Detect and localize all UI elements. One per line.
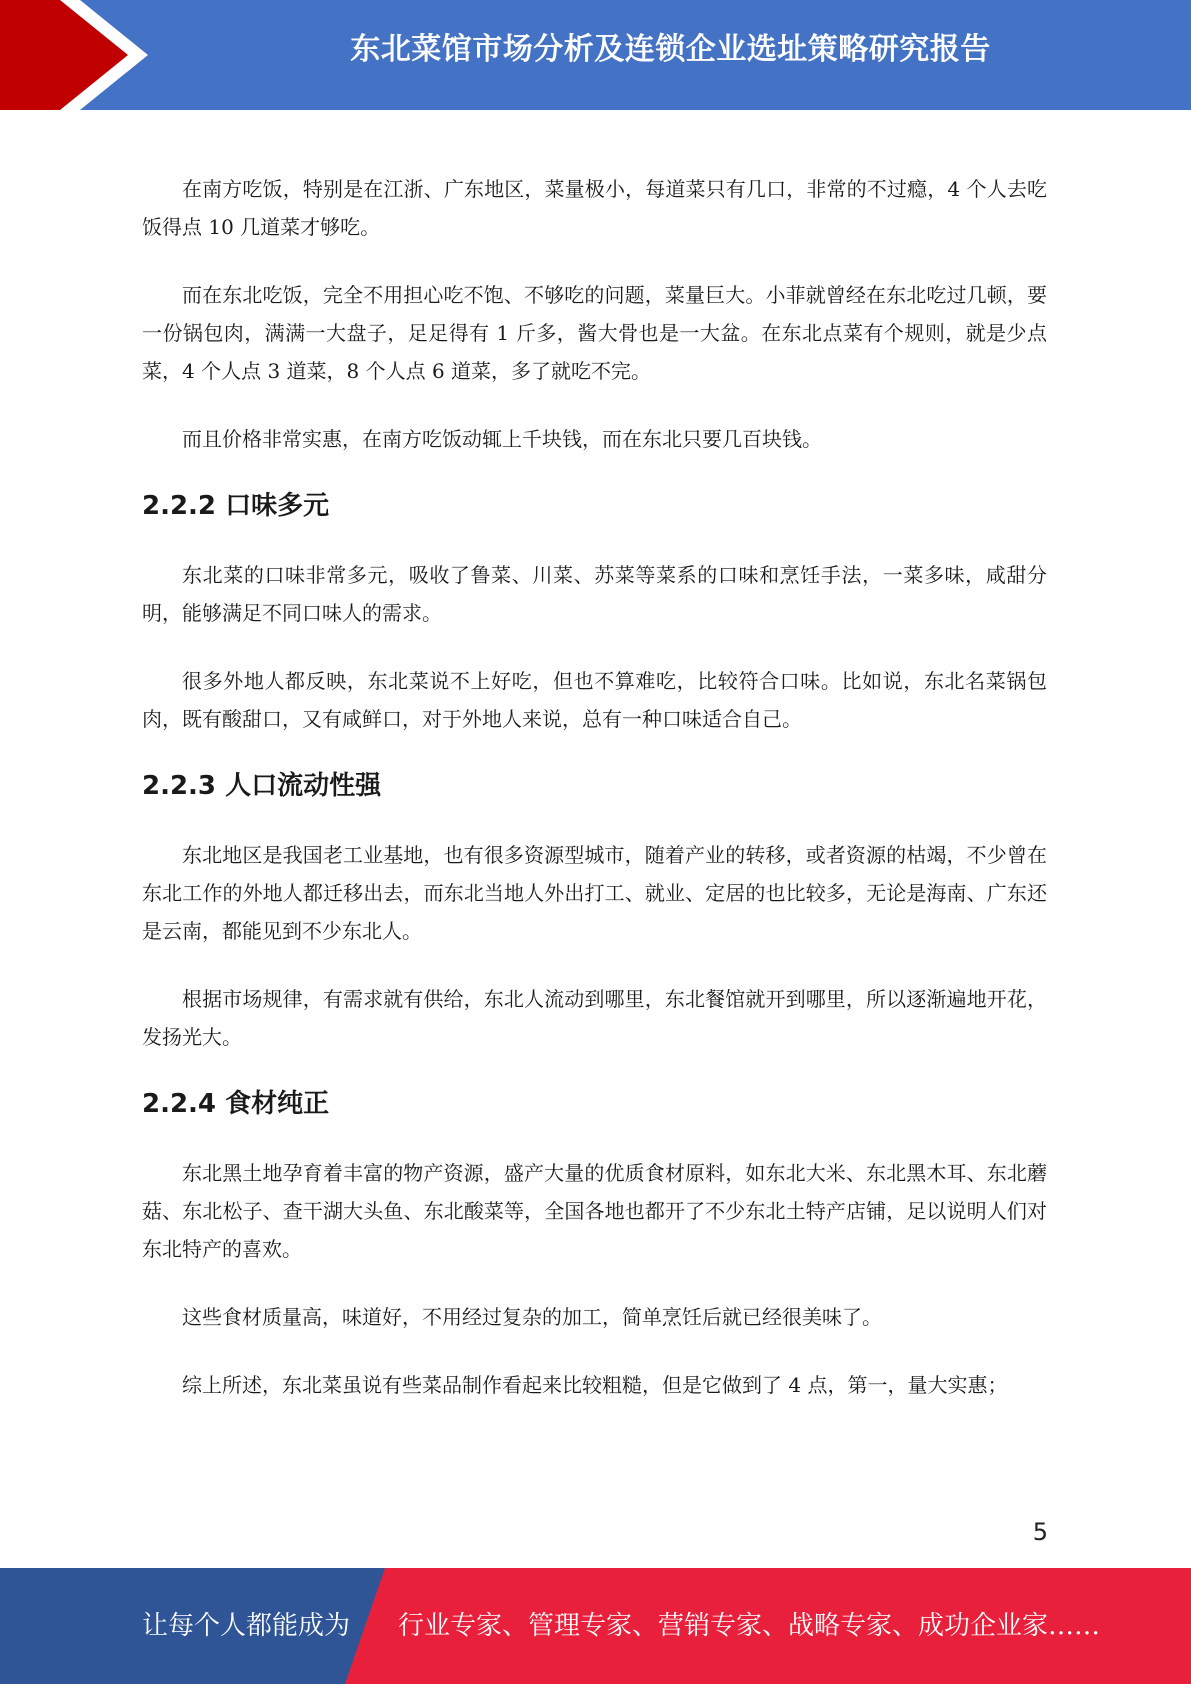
paragraph: 而在东北吃饭，完全不用担心吃不饱、不够吃的问题，菜量巨大。小菲就曾经在东北吃过几顿，要一份锅包肉，满满一大盘子，足足得有 1 斤多，酱大骨也是一大盆。在东北点菜有个规则，就是少点菜，4 个人点 3 道菜，8 个人点 6 道菜，多了就吃不完。 bbox=[142, 283, 1047, 383]
paragraph: 在南方吃饭，特别是在江浙、广东地区，菜量极小，每道菜只有几口，非常的不过瘾，4 个人去吃饭得点 10 几道菜才够吃。 bbox=[142, 177, 1047, 239]
report-title: 东北菜馆市场分析及连锁企业选址策略研究报告 bbox=[350, 32, 991, 67]
document-body bbox=[142, 170, 1047, 1404]
page-number: 5 bbox=[1032, 1518, 1048, 1546]
paragraph: 东北黑土地孕育着丰富的物产资源，盛产大量的优质食材原料，如东北大米、东北黑木耳、东北蘑菇、东北松子、查干湖大头鱼、东北酸菜等，全国各地也都开了不少东北土特产店铺，足以说明人们对东北特产的喜欢。 bbox=[142, 1161, 1047, 1261]
report-header-band bbox=[0, 0, 1191, 110]
paragraph: 东北菜的口味非常多元，吸收了鲁菜、川菜、苏菜等菜系的口味和烹饪手法，一菜多味，咸甜分明，能够满足不同口味人的需求。 bbox=[142, 563, 1047, 625]
paragraph: 这些食材质量高，味道好，不用经过复杂的加工，简单烹饪后就已经很美味了。 bbox=[182, 1305, 882, 1329]
paragraph: 很多外地人都反映，东北菜说不上好吃，但也不算难吃，比较符合口味。比如说，东北名菜锅包肉，既有酸甜口，又有咸鲜口，对于外地人来说，总有一种口味适合自己。 bbox=[142, 669, 1047, 731]
paragraph: 东北地区是我国老工业基地，也有很多资源型城市，随着产业的转移，或者资源的枯竭，不少曾在东北工作的外地人都迁移出去，而东北当地人外出打工、就业、定居的也比较多，无论是海南、广东还是云南，都能见到不少东北人。 bbox=[142, 843, 1047, 943]
paragraph: 综上所述，东北菜虽说有些菜品制作看起来比较粗糙，但是它做到了 4 点，第一，量大实惠； bbox=[182, 1373, 1008, 1397]
section-heading-2-2-2: 2.2.2 口味多元 bbox=[142, 491, 330, 521]
paragraph: 而且价格非常实惠，在南方吃饭动辄上千块钱，而在东北只要几百块钱。 bbox=[182, 427, 822, 451]
red-chevron-decoration bbox=[0, 0, 170, 110]
section-heading-2-2-3: 2.2.3 人口流动性强 bbox=[142, 771, 382, 801]
footer-slogan-left: 让每个人都能成为 bbox=[142, 1611, 351, 1641]
paragraph: 根据市场规律，有需求就有供给，东北人流动到哪里，东北餐馆就开到哪里，所以逐渐遍地开花，发扬光大。 bbox=[142, 987, 1047, 1049]
footer-slogan-right: 行业专家、管理专家、营销专家、战略专家、成功企业家…… bbox=[398, 1611, 1101, 1641]
section-heading-2-2-4: 2.2.4 食材纯正 bbox=[142, 1089, 330, 1119]
footer-band bbox=[0, 1568, 1191, 1684]
